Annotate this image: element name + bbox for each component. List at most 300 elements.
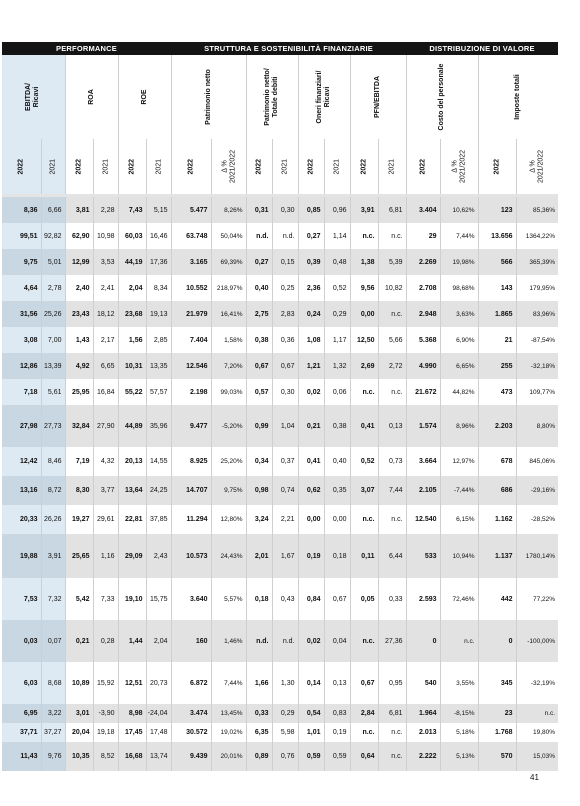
table-cell: 10,94% (440, 534, 478, 578)
table-cell: 16,41% (211, 301, 246, 327)
table-cell: 0,02 (298, 379, 324, 405)
table-cell: 6,44 (378, 534, 406, 578)
table-row (2, 223, 558, 249)
financial-table (2, 42, 556, 771)
table-cell: 10,98 (93, 223, 118, 249)
table-cell: 160 (171, 620, 211, 662)
table-row (2, 723, 558, 742)
table-cell: 0,28 (93, 620, 118, 662)
table-cell: 123 (478, 197, 516, 223)
table-cell: n.c. (378, 723, 406, 742)
table-row (2, 405, 558, 447)
table-cell: 26,26 (41, 505, 65, 534)
table-cell: 2.269 (406, 249, 440, 275)
table-cell: 3,53 (93, 249, 118, 275)
year-header-cell (478, 139, 516, 194)
table-cell: 2,01 (246, 534, 272, 578)
table-cell: 20,13 (118, 447, 146, 476)
year-header-cell (324, 139, 350, 194)
table-cell: 7,44 (378, 476, 406, 505)
table-cell: 60,03 (118, 223, 146, 249)
table-cell: 4,92 (65, 353, 93, 379)
table-cell: n.c. (378, 301, 406, 327)
group-header-row (2, 42, 558, 55)
table-cell: 25,95 (65, 379, 93, 405)
year-label: 2022 (128, 158, 136, 175)
table-cell: 44,89 (118, 405, 146, 447)
metric-roa (65, 55, 118, 139)
table-cell: 14.707 (171, 476, 211, 505)
year-header-cell (350, 139, 378, 194)
table-cell: 1,01 (298, 723, 324, 742)
year-header-cell (65, 139, 93, 194)
table-cell: 24,43% (211, 534, 246, 578)
table-cell: 25,26 (41, 301, 65, 327)
table-cell: 8,68 (41, 662, 65, 704)
table-cell: 0,67 (324, 578, 350, 620)
table-cell: 77,22% (516, 578, 558, 620)
table-cell: 2,75 (246, 301, 272, 327)
table-cell: 22,81 (118, 505, 146, 534)
table-cell: 0,67 (272, 353, 298, 379)
table-cell: 7,19 (65, 447, 93, 476)
table-cell: 8,98 (118, 704, 146, 723)
table-cell: 143 (478, 275, 516, 301)
table-cell: 7,43 (118, 197, 146, 223)
table-cell: 62,90 (65, 223, 93, 249)
table-cell: 570 (478, 742, 516, 771)
table-cell: 0 (406, 620, 440, 662)
table-cell: 1,04 (272, 405, 298, 447)
table-row (2, 301, 558, 327)
table-cell: 5.368 (406, 327, 440, 353)
table-cell: 3,55% (440, 662, 478, 704)
year-label: 2021 (281, 158, 289, 175)
table-row (2, 379, 558, 405)
table-cell: 0,76 (272, 742, 298, 771)
table-cell: 12,80% (211, 505, 246, 534)
year-label: 2022 (493, 158, 501, 175)
table-cell: 16,84 (93, 379, 118, 405)
table-cell: n.c. (350, 223, 378, 249)
table-cell: 5,15 (146, 197, 171, 223)
table-cell: 8,36 (2, 197, 41, 223)
table-cell: 1.768 (478, 723, 516, 742)
table-cell: 2,83 (272, 301, 298, 327)
year-header-cell (298, 139, 324, 194)
table-cell: -28,52% (516, 505, 558, 534)
table-cell: 0,39 (298, 249, 324, 275)
table-cell: 0,21 (65, 620, 93, 662)
table-cell: 12,42 (2, 447, 41, 476)
table-cell: 1,08 (298, 327, 324, 353)
table-row (2, 327, 558, 353)
table-cell: -32,19% (516, 662, 558, 704)
table-cell: 7,18 (2, 379, 41, 405)
table-cell: 0,03 (2, 620, 41, 662)
table-cell: 678 (478, 447, 516, 476)
table-cell: 0,67 (246, 353, 272, 379)
table-cell: 99,51 (2, 223, 41, 249)
table-cell: 218,97% (211, 275, 246, 301)
table-cell: 0,33 (378, 578, 406, 620)
table-row (2, 742, 558, 771)
table-cell: 0,30 (272, 197, 298, 223)
table-cell: 3,81 (65, 197, 93, 223)
table-cell: 35,96 (146, 405, 171, 447)
year-header-cell (171, 139, 211, 194)
table-cell: 255 (478, 353, 516, 379)
table-cell: 2,69 (350, 353, 378, 379)
table-cell: 4,32 (93, 447, 118, 476)
table-cell: 3,01 (65, 704, 93, 723)
table-cell: 4.990 (406, 353, 440, 379)
table-cell: 1.574 (406, 405, 440, 447)
table-cell: 0,05 (350, 578, 378, 620)
table-cell: 6,95 (2, 704, 41, 723)
table-cell: 5,42 (65, 578, 93, 620)
table-cell: 0,31 (246, 197, 272, 223)
metric-label: ROA (87, 89, 95, 105)
table-cell: 0 (478, 620, 516, 662)
table-cell: 0,19 (324, 723, 350, 742)
table-cell: 19,80% (516, 723, 558, 742)
year-label: Δ % 2021/2022 (221, 149, 236, 184)
table-cell: 0,38 (324, 405, 350, 447)
table-cell: 69,39% (211, 249, 246, 275)
table-row (2, 620, 558, 662)
table-cell: 1,16 (93, 534, 118, 578)
table-cell: 845,06% (516, 447, 558, 476)
table-cell: 15,92 (93, 662, 118, 704)
table-cell: 98,68% (440, 275, 478, 301)
table-cell: 0,98 (246, 476, 272, 505)
table-cell: 23,68 (118, 301, 146, 327)
metric-label: EBITDA/ Ricavi (25, 83, 41, 111)
table-cell: 29,61 (93, 505, 118, 534)
table-cell: 0,21 (298, 405, 324, 447)
year-label: 2022 (360, 158, 368, 175)
table-cell: 12.546 (171, 353, 211, 379)
table-cell: 10,31 (118, 353, 146, 379)
metric-imposte-totali (478, 55, 558, 139)
table-cell: 0,52 (350, 447, 378, 476)
table-cell: 2,84 (350, 704, 378, 723)
table-cell: 1,30 (272, 662, 298, 704)
year-label: 2021 (101, 158, 109, 175)
table-cell: 0,00 (298, 505, 324, 534)
table-cell: 25,20% (211, 447, 246, 476)
table-cell: 21.672 (406, 379, 440, 405)
table-cell: 25,65 (65, 534, 93, 578)
table-cell: 0,89 (246, 742, 272, 771)
table-cell: 6,81 (378, 704, 406, 723)
table-cell: 473 (478, 379, 516, 405)
year-header-cell (440, 139, 478, 194)
table-cell: 7.404 (171, 327, 211, 353)
group-distribuzione: DISTRIBUZIONE DI VALORE (406, 42, 558, 55)
metric-oneri-ricavi (298, 55, 350, 139)
table-cell: 2.708 (406, 275, 440, 301)
table-row (2, 704, 558, 723)
table-cell: 5,18% (440, 723, 478, 742)
table-cell: 7,20% (211, 353, 246, 379)
year-label: 2022 (75, 158, 83, 175)
table-cell: 0,33 (246, 704, 272, 723)
table-row (2, 476, 558, 505)
table-cell: 2,41 (93, 275, 118, 301)
table-cell: 6,03 (2, 662, 41, 704)
table-cell: 0,95 (378, 662, 406, 704)
table-cell: 0,62 (298, 476, 324, 505)
table-cell: 0,41 (350, 405, 378, 447)
table-row (2, 353, 558, 379)
table-cell: n.d. (272, 223, 298, 249)
table-cell: 1.865 (478, 301, 516, 327)
table-cell: 0,67 (350, 662, 378, 704)
table-cell: n.c. (378, 379, 406, 405)
metric-pfn-ebitda (350, 55, 406, 139)
table-cell: 686 (478, 476, 516, 505)
table-cell: 3,63% (440, 301, 478, 327)
table-cell: 365,39% (516, 249, 558, 275)
table-cell: 10.552 (171, 275, 211, 301)
page-number: 41 (530, 773, 539, 782)
table-cell: 0,38 (246, 327, 272, 353)
table-cell: 2,28 (93, 197, 118, 223)
table-cell: 12,51 (118, 662, 146, 704)
table-row (2, 662, 558, 704)
table-cell: 30.572 (171, 723, 211, 742)
table-cell: 2,04 (146, 620, 171, 662)
table-cell: 0,37 (272, 447, 298, 476)
table-cell: 5,98 (272, 723, 298, 742)
table-cell: 0,13 (324, 662, 350, 704)
year-label: Δ % 2021/2022 (529, 149, 545, 184)
table-cell: 44,19 (118, 249, 146, 275)
table-cell: 14,55 (146, 447, 171, 476)
table-cell: 24,25 (146, 476, 171, 505)
table-cell: 0,96 (324, 197, 350, 223)
table-cell: 19,13 (146, 301, 171, 327)
table-cell: 57,57 (146, 379, 171, 405)
table-cell: 19,27 (65, 505, 93, 534)
table-cell: 0,11 (350, 534, 378, 578)
table-cell: 179,95% (516, 275, 558, 301)
table-cell: 5,13% (440, 742, 478, 771)
year-header-cell (93, 139, 118, 194)
table-cell: -100,00% (516, 620, 558, 662)
table-cell: 11,43 (2, 742, 41, 771)
table-cell: 1,67 (272, 534, 298, 578)
table-cell: 1.964 (406, 704, 440, 723)
table-cell: 29,09 (118, 534, 146, 578)
table-cell: 1.162 (478, 505, 516, 534)
table-cell: -7,44% (440, 476, 478, 505)
table-cell: 0,64 (350, 742, 378, 771)
table-cell: 4,64 (2, 275, 41, 301)
table-cell: 7,32 (41, 578, 65, 620)
table-cell: 16,46 (146, 223, 171, 249)
year-header-cell (118, 139, 146, 194)
table-cell: 0,83 (324, 704, 350, 723)
table-cell: 7,33 (93, 578, 118, 620)
metric-pn-debiti (246, 55, 298, 139)
table-cell: 9,75 (2, 249, 41, 275)
table-cell: 11.294 (171, 505, 211, 534)
table-cell: 10,82 (378, 275, 406, 301)
table-cell: -87,54% (516, 327, 558, 353)
table-cell: 6,81 (378, 197, 406, 223)
table-cell: 3,77 (93, 476, 118, 505)
table-cell: 10.573 (171, 534, 211, 578)
table-cell: 5.477 (171, 197, 211, 223)
table-cell: 6,90% (440, 327, 478, 353)
table-cell: 7,44% (440, 223, 478, 249)
table-cell: 0,27 (246, 249, 272, 275)
table-cell: 13,64 (118, 476, 146, 505)
table-cell: 0,13 (378, 405, 406, 447)
table-cell: 0,73 (378, 447, 406, 476)
table-cell: 7,53 (2, 578, 41, 620)
table-cell: 2,36 (298, 275, 324, 301)
table-cell: 15,03% (516, 742, 558, 771)
table-cell: 55,22 (118, 379, 146, 405)
table-cell: n.c. (516, 704, 558, 723)
table-cell: n.c. (378, 505, 406, 534)
table-cell: 3,22 (41, 704, 65, 723)
table-cell: 2.105 (406, 476, 440, 505)
table-cell: 31,56 (2, 301, 41, 327)
table-cell: 6.872 (171, 662, 211, 704)
table-cell: 6,35 (246, 723, 272, 742)
metric-label: Imposte totali (514, 74, 522, 120)
table-cell: 0,07 (41, 620, 65, 662)
year-header-cell (272, 139, 298, 194)
table-cell: 0,19 (298, 534, 324, 578)
table-cell: 23 (478, 704, 516, 723)
table-cell: 3.664 (406, 447, 440, 476)
table-cell: 0,00 (324, 505, 350, 534)
table-cell: 9,75% (211, 476, 246, 505)
table-cell: 540 (406, 662, 440, 704)
year-label: 2021 (49, 158, 57, 175)
year-header-cell (516, 139, 558, 194)
metric-label: ROE (140, 89, 148, 105)
table-cell: 2.948 (406, 301, 440, 327)
table-cell: 15,75 (146, 578, 171, 620)
table-cell: 3,07 (350, 476, 378, 505)
table-cell: 19,18 (93, 723, 118, 742)
table-cell: 2,85 (146, 327, 171, 353)
table-cell: 8.925 (171, 447, 211, 476)
table-cell: 0,35 (324, 476, 350, 505)
table-cell: n.c. (378, 223, 406, 249)
table-cell: 1,44 (118, 620, 146, 662)
metric-label: Costo del personale (438, 63, 446, 131)
group-performance: PERFORMANCE (2, 42, 171, 55)
table-cell: 85,36% (516, 197, 558, 223)
table-cell: 5,39 (378, 249, 406, 275)
table-cell: 0,59 (324, 742, 350, 771)
table-cell: 17,36 (146, 249, 171, 275)
table-cell: 3.474 (171, 704, 211, 723)
table-cell: 0,74 (272, 476, 298, 505)
table-cell: 37,71 (2, 723, 41, 742)
metric-label: Patrimonio netto/ Totale debiti (264, 68, 280, 126)
table-cell: 72,46% (440, 578, 478, 620)
year-label: 2022 (187, 158, 195, 175)
table-cell: 2,72 (378, 353, 406, 379)
table-cell: 8,96% (440, 405, 478, 447)
table-cell: 13,45% (211, 704, 246, 723)
table-cell: -32,18% (516, 353, 558, 379)
table-cell: 5,01 (41, 249, 65, 275)
table-cell: 2.203 (478, 405, 516, 447)
table-cell: 2,40 (65, 275, 93, 301)
table-cell: 13,16 (2, 476, 41, 505)
table-cell: 0,25 (272, 275, 298, 301)
table-cell: 566 (478, 249, 516, 275)
table-cell: 2.013 (406, 723, 440, 742)
table-cell: 0,43 (272, 578, 298, 620)
table-cell: 0,34 (246, 447, 272, 476)
table-cell: 8,52 (93, 742, 118, 771)
table-cell: 0,18 (246, 578, 272, 620)
table-cell: 9.439 (171, 742, 211, 771)
table-cell: 19,98% (440, 249, 478, 275)
table-cell: 1,56 (118, 327, 146, 353)
table-cell: 1.137 (478, 534, 516, 578)
table-cell: 1,66 (246, 662, 272, 704)
table-cell: 7,00 (41, 327, 65, 353)
table-cell: 2.593 (406, 578, 440, 620)
metric-roe (118, 55, 171, 139)
table-cell: 17,45 (118, 723, 146, 742)
table-cell: 32,84 (65, 405, 93, 447)
year-header-cell (246, 139, 272, 194)
table-cell: n.c. (350, 379, 378, 405)
table-cell: 0,02 (298, 620, 324, 662)
table-cell: 8,80% (516, 405, 558, 447)
metric-costo-personale (406, 55, 478, 139)
metric-label: Patrimonio netto (204, 69, 212, 125)
table-cell: 1,43 (65, 327, 93, 353)
table-cell: n.c. (350, 505, 378, 534)
table-cell: 13,74 (146, 742, 171, 771)
year-header-cell (378, 139, 406, 194)
table-cell: 1,38 (350, 249, 378, 275)
table-cell: 0,14 (298, 662, 324, 704)
table-cell: 9,76 (41, 742, 65, 771)
table-cell: 6,65% (440, 353, 478, 379)
table-cell: 2,17 (93, 327, 118, 353)
table-cell: -29,16% (516, 476, 558, 505)
table-cell: 1,46% (211, 620, 246, 662)
metric-header-row (2, 55, 558, 139)
table-cell: 27,98 (2, 405, 41, 447)
table-cell: 13,39 (41, 353, 65, 379)
table-cell: 10,89 (65, 662, 93, 704)
metric-label: Oneri finanziari/ Ricavi (316, 70, 332, 124)
table-cell: 0,06 (324, 379, 350, 405)
table-cell: 19,88 (2, 534, 41, 578)
table-cell: 5,66 (378, 327, 406, 353)
table-cell: 3.165 (171, 249, 211, 275)
table-cell: 1,17 (324, 327, 350, 353)
table-cell: n.c. (440, 620, 478, 662)
table-cell: 0,36 (272, 327, 298, 353)
